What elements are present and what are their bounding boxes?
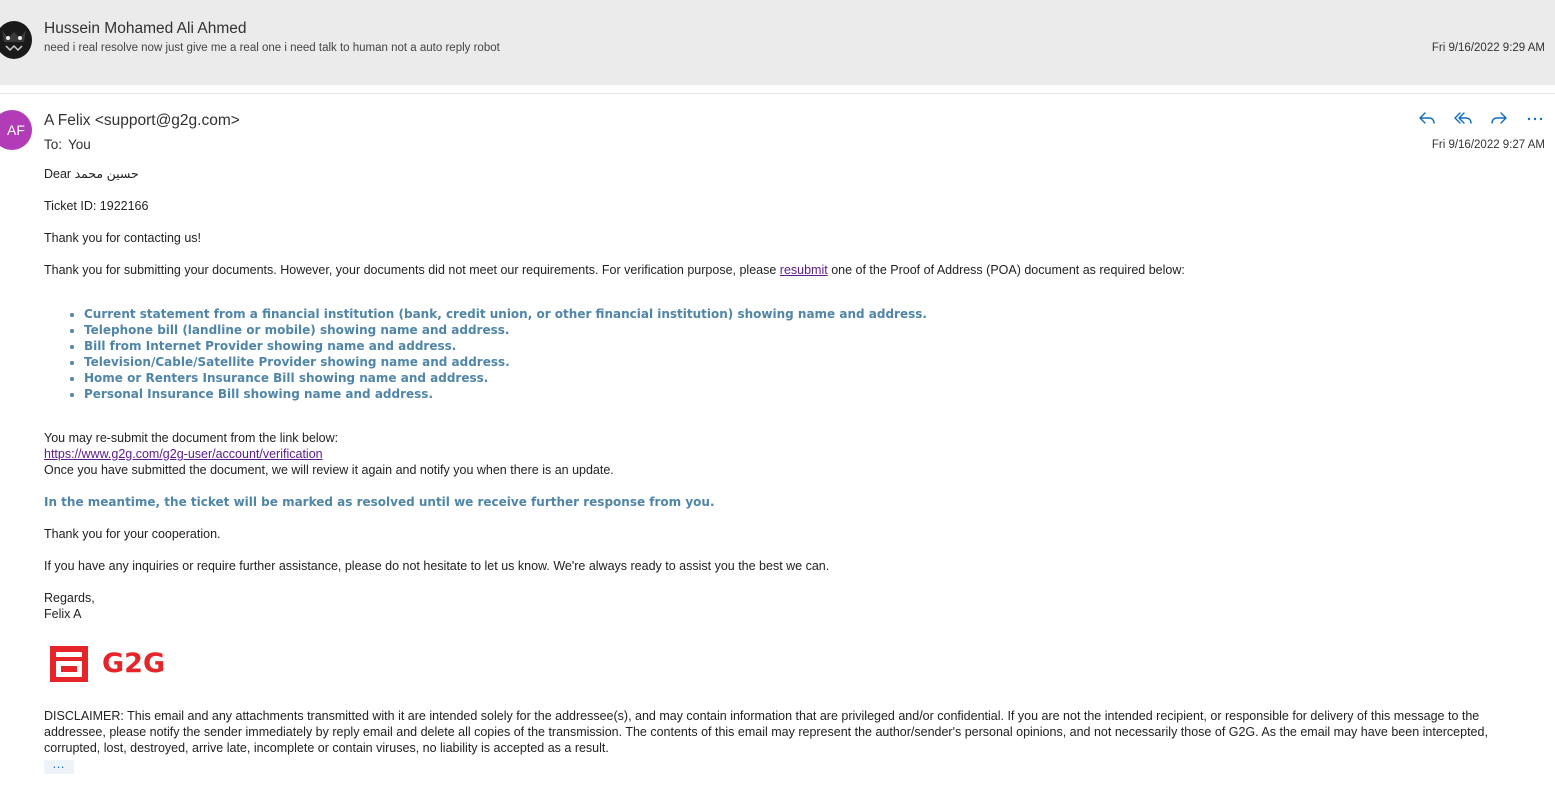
recipient-row bbox=[44, 137, 91, 152]
list-item: • Current statement from a financial institution (bank, credit union, or other financial institution) showing name and address. bbox=[84, 306, 1544, 322]
to-label: To: bbox=[44, 137, 63, 152]
list-item: • Telephone bill (landline or mobile) showing name and address. bbox=[84, 322, 1544, 338]
logo-text: G2G bbox=[102, 648, 166, 679]
meantime-notice: In the meantime, the ticket will be marked as resolved until we receive further response from you. bbox=[44, 495, 715, 509]
list-item: • Home or Renters Insurance Bill showing name and address. bbox=[84, 370, 1544, 386]
signature: Felix A bbox=[44, 607, 82, 621]
forward-icon bbox=[1489, 108, 1509, 128]
disclaimer: DISCLAIMER: This email and any attachments transmitted with it are intended solely for the addressee(s), and may contain information that are privileged and/or confidential. If you are not the intended recipient, or responsible for delivery of this message to the addressee, please notify the sender immediately by reply email and delete all copies of the transmission. The contents of this email may represent the author/sender's personal opinions, and not necessarily those of G2G. As the email may have been intercepted, corrupted, lost, destroyed, arrive late, incomplete or contain viruses, no liability is accepted as a result. bbox=[44, 709, 1488, 755]
more-icon bbox=[1525, 108, 1545, 128]
previous-message-date: Fri 9/16/2022 9:29 AM bbox=[1431, 42, 1545, 54]
resubmit-text: You may re-submit the document from the link below: bbox=[44, 431, 339, 445]
message-actions bbox=[1415, 106, 1547, 130]
forward-button[interactable] bbox=[1487, 106, 1511, 130]
review-text: Once you have submitted the document, we will review it again and notify you when there is an update. bbox=[44, 463, 614, 477]
thanks-line: Thank you for contacting us! bbox=[44, 231, 202, 245]
avatar: AF bbox=[0, 110, 32, 150]
show-more-button[interactable]: … bbox=[44, 760, 74, 774]
sender-address[interactable]: A Felix <support@g2g.com> bbox=[44, 112, 240, 129]
intro-text: Thank you for submitting your documents. However, your documents did not meet our requirements. For verification purpose, please bbox=[44, 263, 780, 277]
cooperation-line: Thank you for your cooperation. bbox=[44, 527, 221, 541]
reply-button[interactable] bbox=[1415, 106, 1439, 130]
intro-text-end: one of the Proof of Address (POA) document as required below: bbox=[827, 263, 1185, 277]
message-date: Fri 9/16/2022 9:27 AM bbox=[1431, 139, 1545, 151]
reply-all-button[interactable] bbox=[1451, 106, 1475, 130]
g2g-logo bbox=[48, 644, 1544, 684]
verification-link[interactable]: https://www.g2g.com/g2g-user/account/verification bbox=[44, 447, 323, 461]
greeting: Dear حسين محمد bbox=[44, 167, 139, 181]
recipient-name[interactable]: You bbox=[68, 137, 91, 152]
regards: Regards, bbox=[44, 591, 95, 605]
reply-icon bbox=[1417, 108, 1437, 128]
list-item: • Television/Cable/Satellite Provider showing name and address. bbox=[84, 354, 1544, 370]
sender-avatar bbox=[0, 16, 34, 60]
message-body bbox=[44, 166, 1544, 774]
list-item: • Personal Insurance Bill showing name and address. bbox=[84, 386, 1544, 402]
message-divider bbox=[0, 93, 1555, 94]
intro-paragraph bbox=[44, 262, 1544, 278]
resubmit-link[interactable]: resubmit bbox=[779, 263, 828, 277]
g2g-logo-icon bbox=[48, 644, 90, 684]
reply-all-icon bbox=[1453, 108, 1473, 128]
collapsed-message[interactable] bbox=[0, 0, 1555, 85]
requirements-list bbox=[84, 306, 1544, 402]
ticket-id: Ticket ID: 1922166 bbox=[44, 199, 149, 213]
previous-sender-name: Hussein Mohamed Ali Ahmed bbox=[44, 20, 247, 37]
list-item: • Bill from Internet Provider showing name and address. bbox=[84, 338, 1544, 354]
inquiries-line: If you have any inquiries or require further assistance, please do not hesitate to let us know. We're always ready to assist you the best we can. bbox=[44, 559, 830, 573]
previous-message-preview: need i real resolve now just give me a real one i need talk to human not a auto reply robot bbox=[44, 42, 500, 54]
more-actions-button[interactable] bbox=[1523, 106, 1547, 130]
